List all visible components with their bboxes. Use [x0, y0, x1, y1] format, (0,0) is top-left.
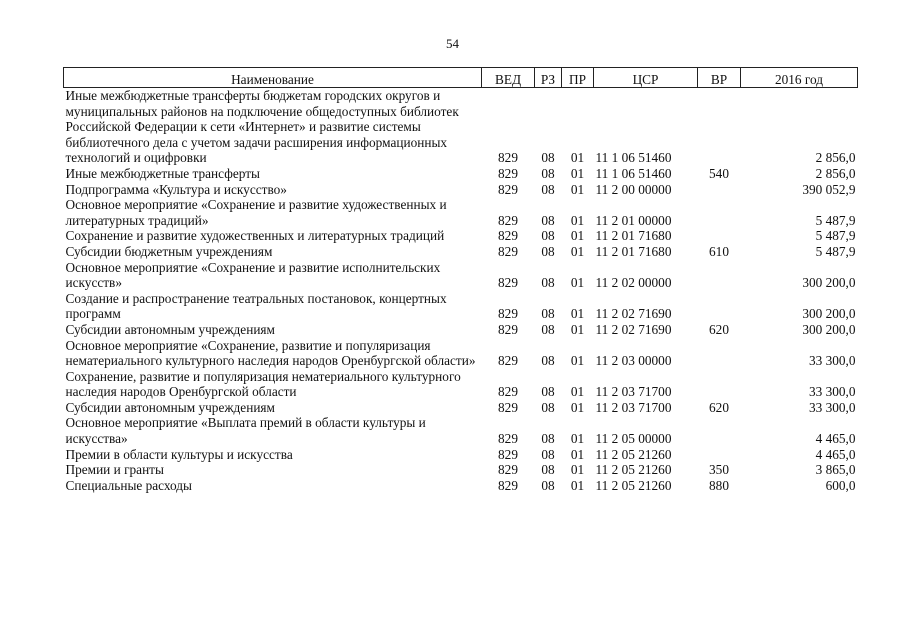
header-name: Наименование	[64, 68, 482, 88]
row-amount: 3 865,0	[815, 462, 856, 478]
row-rz: 08	[541, 353, 555, 369]
row-rz: 08	[541, 275, 555, 291]
row-name: Иные межбюджетные трансферты бюджетам городских округов и муниципальных районов на подключение общедоступных библиотек Российской Федерации к сети «Интернет» и развитие системы библиотечного дела с учетом задачи расширения информационных технологий и оцифровки	[65, 88, 459, 166]
row-vr	[698, 182, 741, 198]
row-amount: 5 487,9	[815, 243, 856, 259]
row-ved: 829	[498, 321, 518, 337]
row-rz: 08	[541, 306, 555, 322]
row-pr: 01	[570, 462, 585, 478]
row-name: Субсидии автономным учреждениям	[65, 321, 275, 337]
row-rz: 08	[541, 384, 555, 400]
table-row	[64, 88, 858, 166]
row-ved: 829	[498, 181, 518, 197]
row-pr: 01	[570, 165, 585, 181]
row-rz: 08	[541, 477, 555, 493]
row-csr: 11 2 03 00000	[595, 353, 672, 369]
row-vr	[698, 88, 741, 166]
row-rz: 08	[541, 150, 555, 166]
header-vr: ВР	[698, 68, 741, 88]
row-name: Сохранение и развитие художественных и литературных традиций	[65, 228, 445, 244]
table-header	[64, 68, 858, 88]
budget-table	[63, 67, 858, 493]
header-rz: РЗ	[535, 68, 562, 88]
row-pr: 01	[570, 150, 585, 166]
table-row	[64, 166, 858, 182]
row-amount: 33 300,0	[808, 384, 856, 400]
row-pr: 01	[570, 353, 585, 369]
row-vr	[698, 228, 741, 244]
row-csr: 11 2 03 71700	[595, 384, 672, 400]
table-row	[64, 462, 858, 478]
row-amount: 300 200,0	[802, 321, 856, 337]
row-ved: 829	[498, 353, 518, 369]
row-name: Премии в области культуры и искусства	[65, 446, 293, 462]
row-pr: 01	[570, 431, 585, 447]
row-vr: 610	[709, 243, 729, 259]
table-row	[64, 447, 858, 463]
row-csr: 11 2 02 71690	[595, 306, 672, 322]
row-rz: 08	[541, 243, 555, 259]
row-rz: 08	[541, 321, 555, 337]
row-vr	[698, 369, 741, 400]
row-name: Сохранение, развитие и популяризация нематериального культурного наследия народов Оренбургской области	[65, 368, 461, 400]
table-row	[64, 400, 858, 416]
row-vr: 350	[709, 462, 729, 478]
row-amount: 5 487,9	[815, 212, 856, 228]
row-amount: 33 300,0	[808, 399, 856, 415]
row-pr: 01	[570, 446, 585, 462]
row-name: Субсидии автономным учреждениям	[65, 399, 275, 415]
row-ved: 829	[498, 431, 518, 447]
row-name: Субсидии бюджетным учреждениям	[65, 243, 273, 259]
row-name: Подпрограмма «Культура и искусство»	[65, 181, 287, 197]
row-pr: 01	[570, 181, 585, 197]
row-amount: 2 856,0	[815, 150, 856, 166]
row-csr: 11 2 05 00000	[595, 431, 672, 447]
table-row	[64, 228, 858, 244]
header-row	[64, 68, 858, 88]
row-vr: 620	[709, 321, 729, 337]
row-amount: 2 856,0	[815, 165, 856, 181]
row-csr: 11 2 01 71680	[595, 243, 672, 259]
row-csr: 11 2 05 21260	[595, 477, 672, 493]
row-pr: 01	[570, 228, 585, 244]
row-csr: 11 1 06 51460	[595, 150, 672, 166]
row-pr: 01	[570, 384, 585, 400]
table-row	[64, 369, 858, 400]
table-row	[64, 291, 858, 322]
row-vr	[698, 260, 741, 291]
row-csr: 11 2 05 21260	[595, 446, 672, 462]
row-ved: 829	[498, 446, 518, 462]
table-body	[64, 88, 858, 494]
row-ved: 829	[498, 399, 518, 415]
row-pr: 01	[570, 321, 585, 337]
row-name: Специальные расходы	[65, 477, 192, 493]
row-name: Основное мероприятие «Выплата премий в области культуры и искусства»	[65, 415, 426, 447]
row-pr: 01	[570, 399, 585, 415]
table-row	[64, 197, 858, 228]
row-amount: 300 200,0	[802, 306, 856, 322]
table-row	[64, 182, 858, 198]
row-amount: 4 465,0	[815, 446, 856, 462]
row-ved: 829	[498, 275, 518, 291]
row-vr	[698, 197, 741, 228]
row-ved: 829	[498, 228, 518, 244]
row-name: Премии и гранты	[65, 462, 164, 478]
header-amount: 2016 год	[741, 68, 858, 88]
row-amount: 300 200,0	[802, 275, 856, 291]
row-pr: 01	[570, 477, 585, 493]
row-csr: 11 1 06 51460	[595, 165, 672, 181]
table-row	[64, 260, 858, 291]
row-vr: 620	[709, 399, 729, 415]
row-ved: 829	[498, 150, 518, 166]
header-ved: ВЕД	[482, 68, 535, 88]
header-pr: ПР	[562, 68, 594, 88]
row-amount: 390 052,9	[802, 181, 856, 197]
row-ved: 829	[498, 384, 518, 400]
table-row	[64, 338, 858, 369]
row-name: Основное мероприятие «Сохранение и развитие художественных и литературных традиций»	[65, 197, 447, 228]
row-name: Основное мероприятие «Сохранение и развитие исполнительских искусств»	[65, 259, 441, 291]
row-ved: 829	[498, 243, 518, 259]
row-csr: 11 2 00 00000	[595, 181, 672, 197]
row-ved: 829	[498, 462, 518, 478]
row-ved: 829	[498, 165, 518, 181]
table-row	[64, 415, 858, 446]
row-name: Иные межбюджетные трансферты	[65, 165, 260, 181]
table-row	[64, 322, 858, 338]
row-amount: 5 487,9	[815, 228, 856, 244]
row-vr: 880	[709, 477, 729, 493]
row-ved: 829	[498, 212, 518, 228]
page-number: 54	[446, 36, 459, 51]
row-pr: 01	[570, 275, 585, 291]
row-pr: 01	[570, 306, 585, 322]
row-ved: 829	[498, 306, 518, 322]
row-name: Основное мероприятие «Сохранение, развитие и популяризация нематериального культурного наследия народов Оренбургской области»	[65, 337, 476, 369]
row-vr	[698, 338, 741, 369]
row-rz: 08	[541, 212, 555, 228]
row-vr: 540	[709, 165, 729, 181]
header-csr: ЦСР	[594, 68, 698, 88]
row-vr	[698, 415, 741, 446]
row-rz: 08	[541, 181, 555, 197]
row-pr: 01	[570, 212, 585, 228]
row-csr: 11 2 01 00000	[595, 212, 672, 228]
row-csr: 11 2 01 71680	[595, 228, 672, 244]
row-name: Создание и распространение театральных постановок, концертных программ	[65, 290, 447, 322]
row-rz: 08	[541, 446, 555, 462]
row-rz: 08	[541, 431, 555, 447]
row-amount: 600,0	[825, 477, 856, 493]
row-rz: 08	[541, 165, 555, 181]
row-vr	[698, 447, 741, 463]
row-pr: 01	[570, 243, 585, 259]
row-csr: 11 2 02 71690	[595, 321, 672, 337]
row-csr: 11 2 03 71700	[595, 399, 672, 415]
table-row	[64, 244, 858, 260]
row-rz: 08	[541, 399, 555, 415]
row-amount: 33 300,0	[808, 353, 856, 369]
row-csr: 11 2 02 00000	[595, 275, 672, 291]
row-rz: 08	[541, 228, 555, 244]
row-csr: 11 2 05 21260	[595, 462, 672, 478]
row-ved: 829	[498, 477, 518, 493]
row-vr	[698, 291, 741, 322]
row-rz: 08	[541, 462, 555, 478]
row-amount: 4 465,0	[815, 431, 856, 447]
table-row	[64, 478, 858, 494]
